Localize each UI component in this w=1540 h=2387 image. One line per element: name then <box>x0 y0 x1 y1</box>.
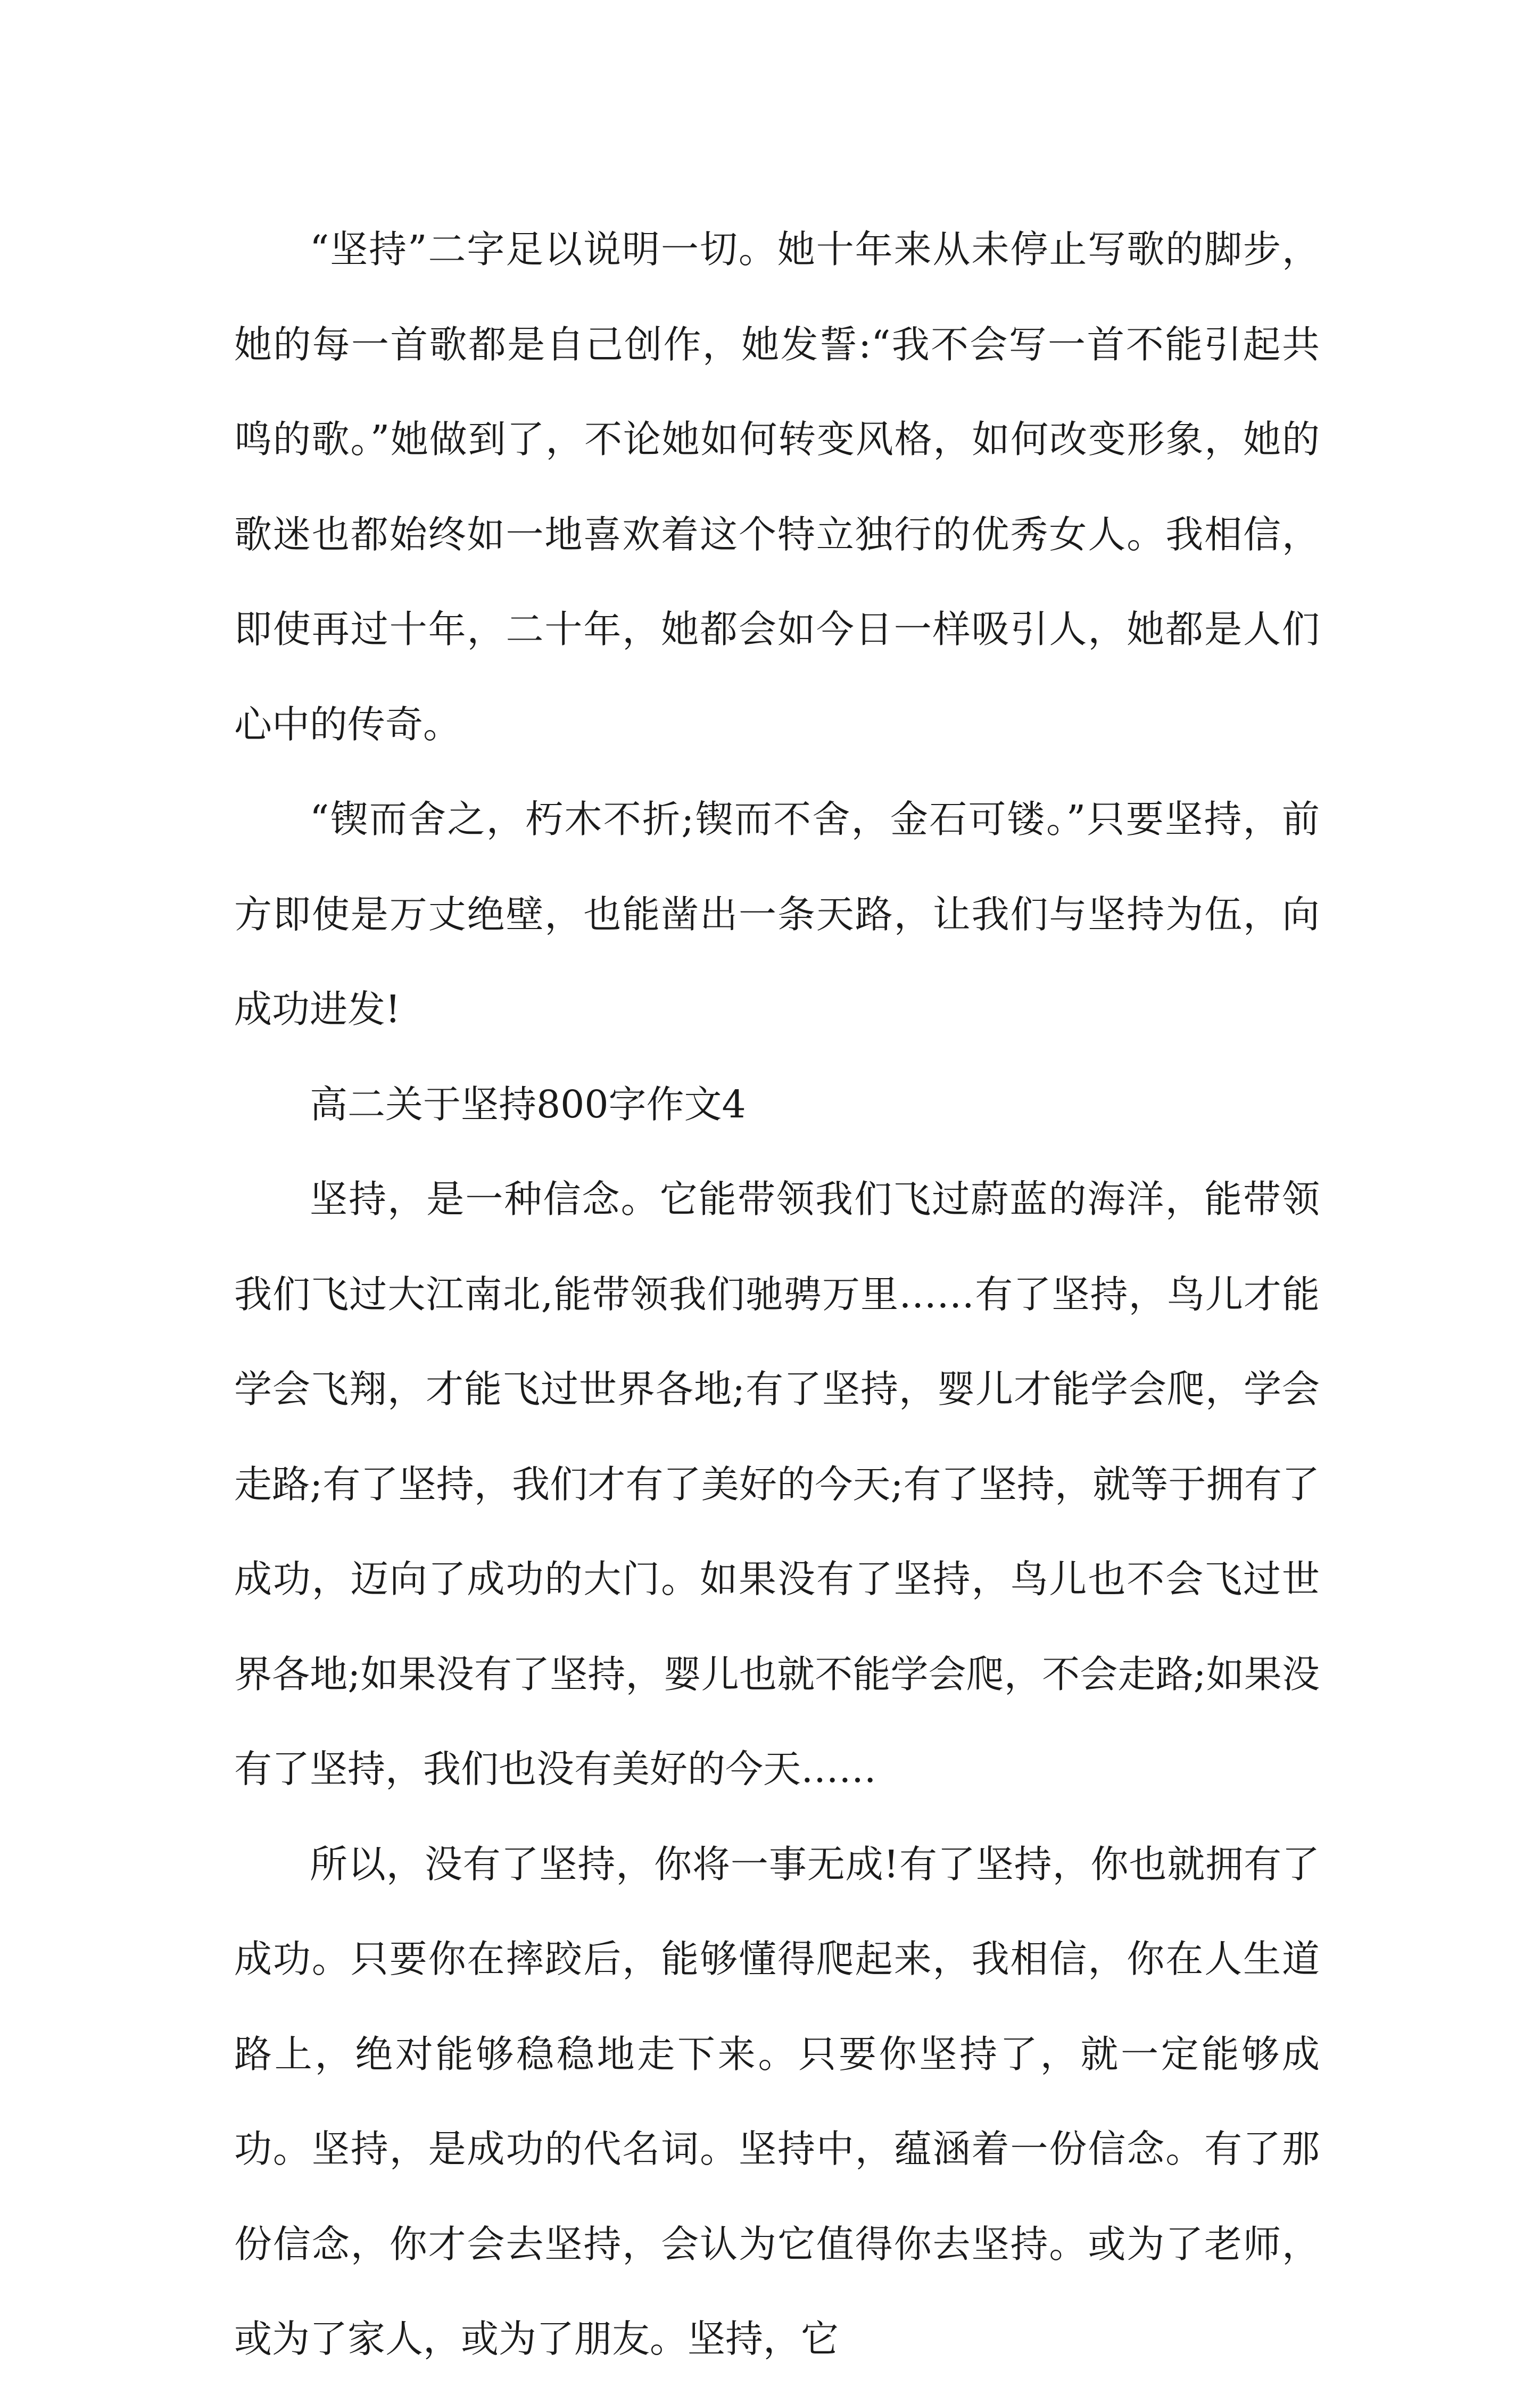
paragraph: 所以，没有了坚持，你将一事无成!有了坚持，你也就拥有了成功。只要你在摔跤后，能够懂得爬起来，我相信，你在人生道路上，绝对能够稳稳地走下来。只要你坚持了，就一定能够成功。坚持，是成功的代名词。坚持中，蕴涵着一份信念。有了那份信念，你才会去坚持，会认为它值得你去坚持。或为了老师，或为了家人，或为了朋友。坚持，它 <box>234 1842 1320 2361</box>
paragraph: 坚持，是一种信念。它能带领我们飞过蔚蓝的海洋，能带领我们飞过大江南北,能带领我们驰骋万里……有了坚持，鸟儿才能学会飞翔，才能飞过世界各地;有了坚持，婴儿才能学会爬，学会走路;有了坚持，我们才有了美好的今天;有了坚持，就等于拥有了成功，迈向了成功的大门。如果没有了坚持，鸟儿也不会飞过世界各地;如果没有了坚持，婴儿也就不能学会爬，不会走路;如果没有了坚持，我们也没有美好的今天…… <box>234 1177 1320 1791</box>
paragraph: “锲而舍之，朽木不折;锲而不舍，金石可镂。”只要坚持，前方即使是万丈绝壁，也能凿出一条天路，让我们与坚持为伍，向成功进发! <box>234 797 1320 1031</box>
section-heading: 高二关于坚持800字作文4 <box>310 1082 746 1126</box>
document-body <box>234 202 1320 2387</box>
paragraph: “坚持”二字足以说明一切。她十年来从未停止写歌的脚步，她的每一首歌都是自己创作，她发誓:“我不会写一首不能引起共鸣的歌。”她做到了，不论她如何转变风格，如何改变形象，她的歌迷也都始终如一地喜欢着这个特立独行的优秀女人。我相信，即使再过十年，二十年，她都会如今日一样吸引人，她都是人们心中的传奇。 <box>234 227 1320 747</box>
